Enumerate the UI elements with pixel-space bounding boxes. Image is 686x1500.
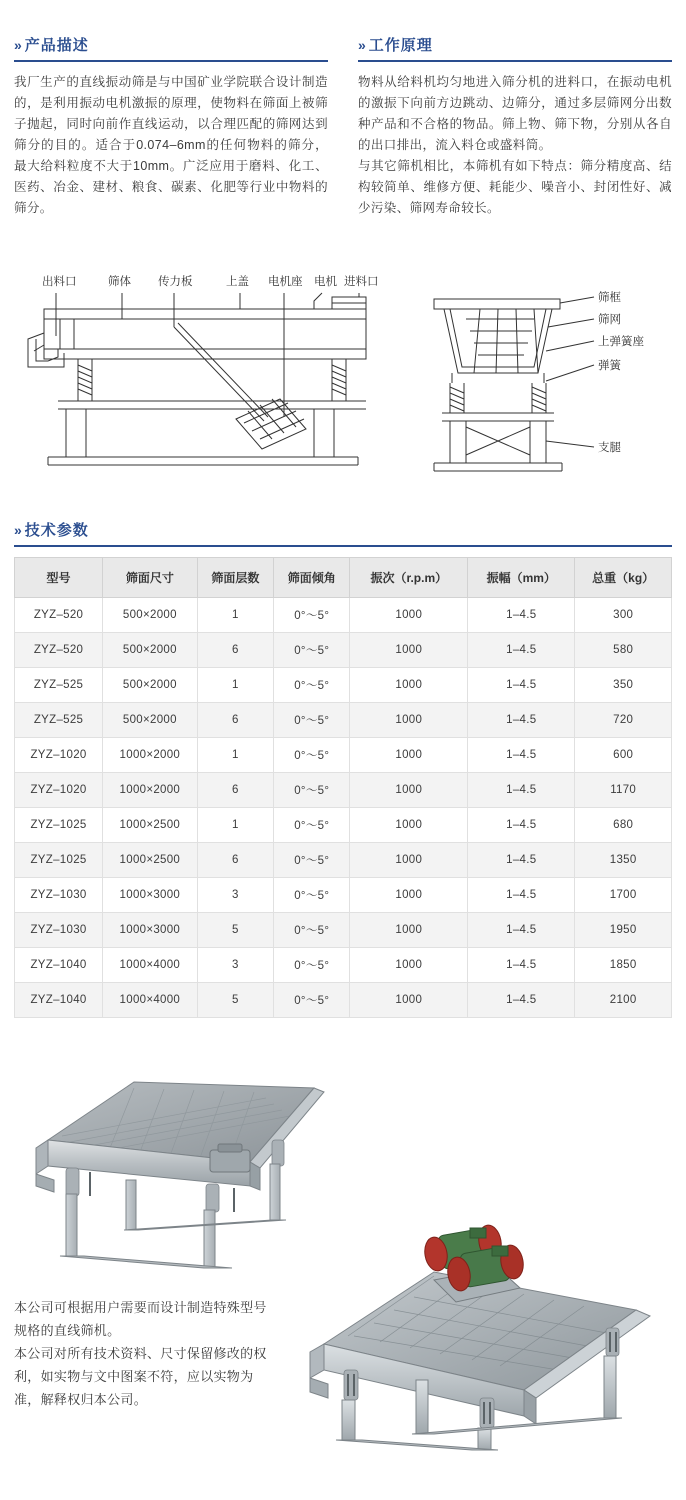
table-cell: 1–4.5 — [468, 913, 575, 948]
table-cell: 0°～5° — [274, 983, 350, 1018]
table-row — [15, 808, 672, 843]
diagram-label: 传力板 — [158, 276, 193, 288]
table-cell: 1–4.5 — [468, 773, 575, 808]
table-cell: 1000 — [350, 773, 468, 808]
table-column-header: 振次（r.p.m） — [350, 558, 468, 598]
diagram-label: 电机座 — [268, 276, 303, 288]
table-cell: 1 — [197, 598, 273, 633]
technical-parameters-section — [14, 519, 672, 1018]
table-cell: 1 — [197, 808, 273, 843]
table-cell: 1000 — [350, 983, 468, 1018]
table-cell: 1000×4000 — [103, 983, 198, 1018]
table-cell: 1 — [197, 738, 273, 773]
table-cell: ZYZ–520 — [15, 633, 103, 668]
table-cell: ZYZ–1040 — [15, 983, 103, 1018]
table-cell: 0°～5° — [274, 808, 350, 843]
note-line-2: 本公司对所有技术资料、尺寸保留修改的权利，如实物与文中图案不符，应以实物为准，解释权归本公司。 — [14, 1346, 267, 1407]
table-cell: 0°～5° — [274, 773, 350, 808]
table-cell: 350 — [575, 668, 672, 703]
table-row — [15, 843, 672, 878]
table-cell: 2100 — [575, 983, 672, 1018]
diagram-label: 支腿 — [598, 442, 621, 454]
table-cell: 0°～5° — [274, 738, 350, 773]
table-cell: 6 — [197, 703, 273, 738]
table-cell: 0°～5° — [274, 633, 350, 668]
table-cell: 1000×2000 — [103, 773, 198, 808]
table-cell: 1000 — [350, 668, 468, 703]
company-notes — [14, 1296, 274, 1411]
chevron-double-right-icon: » — [14, 36, 19, 53]
table-cell: 1700 — [575, 878, 672, 913]
table-cell: 1000 — [350, 878, 468, 913]
paragraph: 我厂生产的直线振动筛是与中国矿业学院联合设计制造的，是利用振动电机激振的原理，使物料在筛面上被筛子抛起，同时向前作直线运动，以合理匹配的筛网达到筛分的目的。适合于0.074–6mm的任何物料的筛分，最大给料粒度不大于10mm。广泛应用于磨料、化工、医药、冶金、建材、粮食、碳素、化肥等行业中物料的筛分。 — [14, 75, 328, 215]
section-header-tech-params — [14, 519, 672, 547]
table-cell: 0°～5° — [274, 668, 350, 703]
diagram-label: 筛体 — [108, 276, 131, 288]
product-description-column — [14, 34, 328, 219]
table-column-header: 总重（kg） — [575, 558, 672, 598]
table-cell: 500×2000 — [103, 668, 198, 703]
section-title: 技术参数 — [24, 522, 89, 539]
table-cell: ZYZ–1020 — [15, 738, 103, 773]
tech-params-table — [14, 557, 672, 1018]
table-cell: 1–4.5 — [468, 633, 575, 668]
section-title: 工作原理 — [368, 37, 433, 54]
table-cell: 1–4.5 — [468, 948, 575, 983]
table-cell: 6 — [197, 633, 273, 668]
section-header-work-principle — [358, 34, 672, 62]
table-cell: 3 — [197, 878, 273, 913]
diagram-label: 上弹簧座 — [598, 336, 644, 348]
table-cell: 1000×3000 — [103, 913, 198, 948]
table-row — [15, 948, 672, 983]
top-columns — [14, 0, 672, 219]
table-cell: 1350 — [575, 843, 672, 878]
table-cell: ZYZ–1040 — [15, 948, 103, 983]
table-cell: 0°～5° — [274, 948, 350, 983]
table-row — [15, 633, 672, 668]
chevron-double-right-icon: » — [358, 36, 363, 53]
table-row — [15, 773, 672, 808]
table-cell: 1000 — [350, 633, 468, 668]
table-cell: 0°～5° — [274, 703, 350, 738]
paragraph: 与其它筛机相比，本筛机有如下特点：筛分精度高、结构较简单、维修方便、耗能少、噪音小、封闭性好、减少污染、筛网寿命较长。 — [358, 159, 672, 215]
table-cell: 1–4.5 — [468, 668, 575, 703]
table-cell: 580 — [575, 633, 672, 668]
table-cell: 1000×2500 — [103, 808, 198, 843]
table-cell: 1–4.5 — [468, 878, 575, 913]
paragraph: 物料从给料机均匀地进入筛分机的进料口，在振动电机的激振下向前方边跳动、边筛分，通过多层筛网分出数种产品和不合格的物品。筛上物、筛下物，分别从各自的出口排出，流入料仓或盛料筒。 — [358, 75, 672, 152]
table-cell: 1000×2000 — [103, 738, 198, 773]
table-cell: 680 — [575, 808, 672, 843]
product-description-body — [14, 72, 328, 219]
diagram-label: 上盖 — [226, 276, 249, 288]
table-cell: 5 — [197, 913, 273, 948]
diagram-label: 进料口 — [344, 276, 379, 288]
table-cell: 720 — [575, 703, 672, 738]
table-cell: ZYZ–525 — [15, 703, 103, 738]
section-title: 产品描述 — [24, 37, 89, 54]
table-cell: 600 — [575, 738, 672, 773]
table-cell: 1000×3000 — [103, 878, 198, 913]
table-cell: 1000 — [350, 843, 468, 878]
work-principle-body — [358, 72, 672, 219]
table-row — [15, 878, 672, 913]
table-cell: 1000×4000 — [103, 948, 198, 983]
table-cell: 1–4.5 — [468, 843, 575, 878]
table-row — [15, 983, 672, 1018]
table-row — [15, 668, 672, 703]
table-row — [15, 598, 672, 633]
table-cell: 1–4.5 — [468, 808, 575, 843]
table-column-header: 筛面尺寸 — [103, 558, 198, 598]
table-cell: ZYZ–1025 — [15, 808, 103, 843]
table-cell: 1–4.5 — [468, 598, 575, 633]
table-row — [15, 703, 672, 738]
table-cell: 1000 — [350, 703, 468, 738]
table-cell: 1000 — [350, 808, 468, 843]
table-cell: 0°～5° — [274, 878, 350, 913]
table-cell: 1950 — [575, 913, 672, 948]
diagram-label: 出料口 — [42, 276, 77, 288]
table-column-header: 振幅（mm） — [468, 558, 575, 598]
table-cell: 0°～5° — [274, 843, 350, 878]
table-cell: 1000 — [350, 948, 468, 983]
table-cell: 0°～5° — [274, 913, 350, 948]
table-cell: ZYZ–520 — [15, 598, 103, 633]
table-cell: 6 — [197, 773, 273, 808]
product-photos — [14, 1044, 672, 1464]
table-cell: 1–4.5 — [468, 703, 575, 738]
table-cell: ZYZ–1030 — [15, 913, 103, 948]
table-cell: 1–4.5 — [468, 738, 575, 773]
table-header-row — [15, 558, 672, 598]
note-line-1: 本公司可根据用户需要而设计制造特殊型号规格的直线筛机。 — [14, 1300, 267, 1338]
table-cell: 1850 — [575, 948, 672, 983]
table-cell: 500×2000 — [103, 598, 198, 633]
table-column-header: 筛面倾角 — [274, 558, 350, 598]
technical-line-drawing — [14, 241, 672, 501]
work-principle-column — [358, 34, 672, 219]
diagram-label: 筛网 — [598, 314, 621, 326]
table-cell: ZYZ–525 — [15, 668, 103, 703]
chevron-double-right-icon: » — [14, 521, 19, 538]
table-cell: 500×2000 — [103, 633, 198, 668]
table-cell: 1000×2500 — [103, 843, 198, 878]
table-cell: 0°～5° — [274, 598, 350, 633]
section-header-product-description — [14, 34, 328, 62]
table-cell: 1000 — [350, 913, 468, 948]
table-cell: 6 — [197, 843, 273, 878]
table-cell: 1000 — [350, 598, 468, 633]
table-cell: 1–4.5 — [468, 983, 575, 1018]
table-cell: 300 — [575, 598, 672, 633]
table-cell: 500×2000 — [103, 703, 198, 738]
diagram-label: 电机 — [314, 276, 337, 288]
table-cell: 5 — [197, 983, 273, 1018]
product-photo-screen-machine-with-motors — [284, 1184, 674, 1454]
table-cell: 1000 — [350, 738, 468, 773]
table-column-header: 型号 — [15, 558, 103, 598]
table-column-header: 筛面层数 — [197, 558, 273, 598]
table-row — [15, 913, 672, 948]
diagram-label: 弹簧 — [598, 360, 621, 372]
table-cell: ZYZ–1020 — [15, 773, 103, 808]
table-cell: 3 — [197, 948, 273, 983]
table-cell: ZYZ–1030 — [15, 878, 103, 913]
table-row — [15, 738, 672, 773]
diagram-label: 筛框 — [598, 292, 621, 304]
table-cell: ZYZ–1025 — [15, 843, 103, 878]
table-cell: 1 — [197, 668, 273, 703]
table-cell: 1170 — [575, 773, 672, 808]
